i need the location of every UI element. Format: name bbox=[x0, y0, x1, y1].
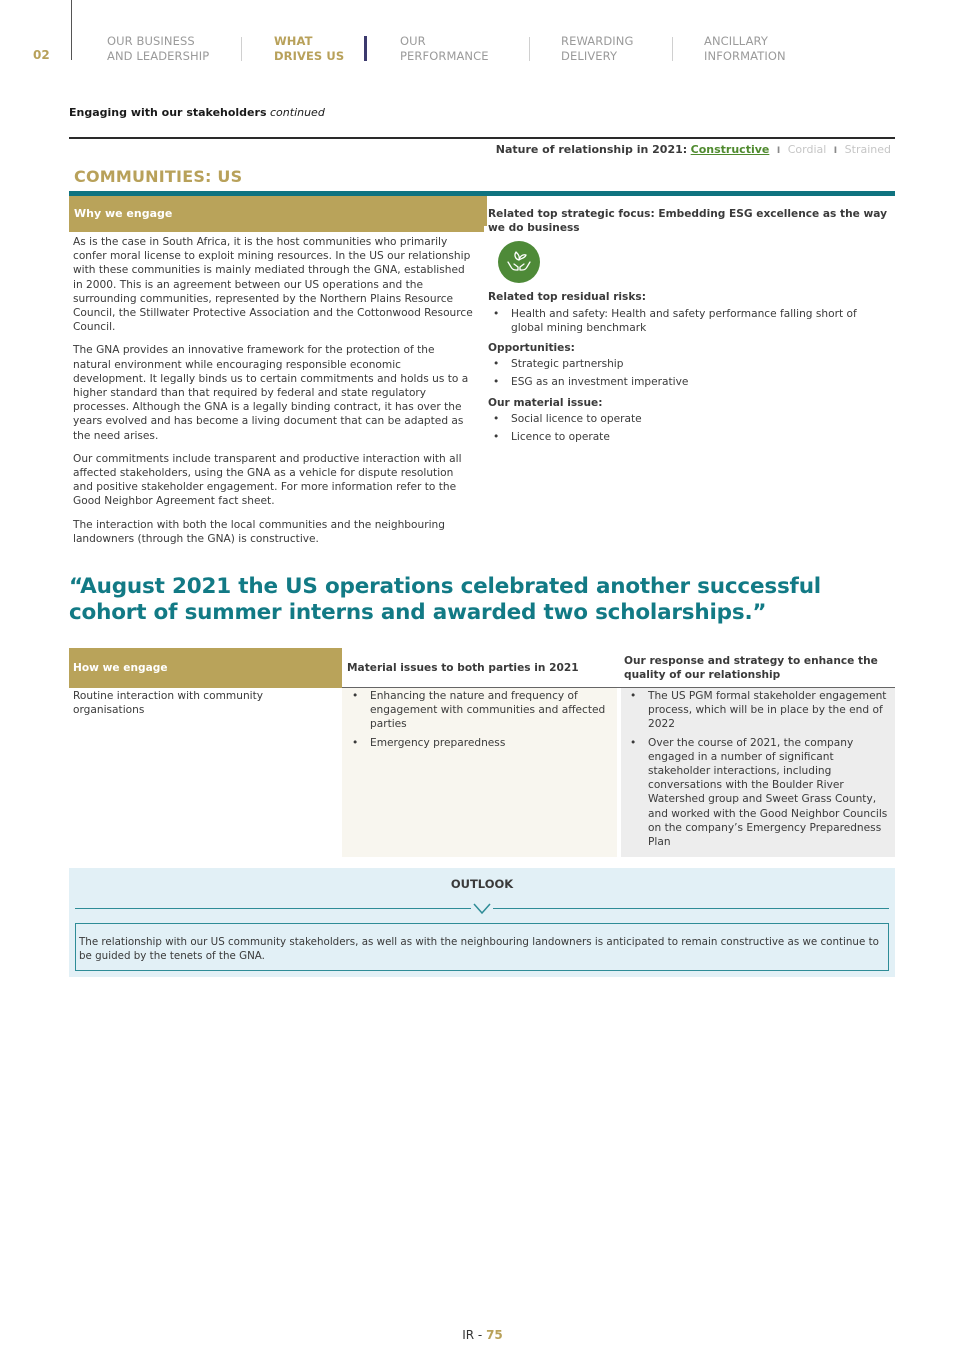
nav-item-our-business[interactable]: OUR BUSINESS AND LEADERSHIP bbox=[107, 34, 210, 63]
residual-risks-list bbox=[488, 307, 888, 335]
residual-risks-heading: Related top residual risks: bbox=[488, 291, 646, 304]
accent-marker bbox=[484, 196, 487, 226]
table-cell-response bbox=[621, 688, 895, 857]
list-item: • Emergency preparedness bbox=[347, 736, 611, 750]
nav-item-ancillary-information[interactable]: ANCILLARY INFORMATION bbox=[704, 34, 786, 63]
outlook-title: OUTLOOK bbox=[450, 877, 514, 891]
relationship-strained: Strained bbox=[844, 143, 891, 156]
relationship-cordial: Cordial bbox=[787, 143, 827, 156]
paragraph: As is the case in South Africa, it is the host communities who primarily confer moral license to exploit mining resources. In the US our relationship with these communities is mainly mediated through the GNA, established in 2000. This is an agreement between our US operations and the surrounding communities, represented by the Northern Plains Resource Council, the Stillwater Protective Association and the Cottonwood Resource Council. bbox=[73, 236, 473, 334]
section-divider bbox=[69, 137, 895, 139]
nav-item-our-performance[interactable]: OUR PERFORMANCE bbox=[400, 34, 489, 63]
column-header-material: Material issues to both parties in 2021 bbox=[347, 662, 579, 674]
opportunities-list bbox=[488, 357, 888, 389]
paragraph: Our commitments include transparent and productive interaction with all affected stakeholders, using the GNA as a vehicle for dispute resolution and positive stakeholder engagement. For more information refer to the Good Neighbor Agreement fact sheet. bbox=[73, 452, 462, 508]
section-label: Engaging with our stakeholders continued bbox=[69, 106, 325, 119]
page-title: COMMUNITIES: US bbox=[74, 167, 243, 186]
column-header-how: How we engage bbox=[69, 648, 342, 688]
list-item: • Enhancing the nature and frequency of engagement with communities and affected parties bbox=[347, 689, 611, 732]
table-cell-material bbox=[342, 688, 617, 857]
material-issue-heading: Our material issue: bbox=[488, 396, 603, 409]
hands-plant-icon bbox=[498, 241, 540, 283]
top-navigation bbox=[0, 0, 965, 70]
list-item: • The US PGM formal stakeholder engagement process, which will be in place by the end of 2022 bbox=[625, 689, 889, 732]
list-item: • Licence to operate bbox=[488, 430, 888, 444]
page-number: 75 bbox=[486, 1328, 503, 1342]
nav-item-what-drives-us[interactable]: WHAT DRIVES US bbox=[274, 34, 345, 63]
paragraph: The interaction with both the local communities and the neighbouring landowners (through the GNA) is constructive. bbox=[73, 518, 445, 545]
nav-separator bbox=[672, 37, 673, 61]
related-info bbox=[488, 207, 888, 450]
column-header-response: Our response and strategy to enhance the quality of our relationship bbox=[624, 655, 878, 682]
nav-separator bbox=[529, 37, 530, 61]
list-item: • Over the course of 2021, the company engaged in a number of significant stakeholder interactions, including conversations with the Boulder River Watershed group and Sweet Grass County, and worked with the Good Neighbor Councils on the company’s Emergency Preparedness Plan bbox=[625, 736, 889, 850]
outlook-panel bbox=[69, 868, 895, 977]
relationship-status: Nature of relationship in 2021: Constructive I Cordial I Strained bbox=[495, 143, 891, 156]
section-number: 02 bbox=[33, 48, 50, 62]
relationship-constructive: Constructive bbox=[690, 143, 770, 156]
page-footer: IR - 75 bbox=[462, 1328, 503, 1342]
table-cell-how: Routine interaction with community organisations bbox=[69, 688, 342, 857]
strategic-focus-heading: Related top strategic focus: Embedding ESG excellence as the way we do business bbox=[488, 208, 888, 235]
material-issue-list bbox=[488, 412, 888, 444]
opportunities-heading: Opportunities: bbox=[488, 342, 575, 355]
outlook-text: The relationship with our US community stakeholders, as well as with the neighbouring landowners is anticipated to remain constructive as we continue to be guided by the tenets of the GNA. bbox=[75, 923, 889, 971]
list-item: • Strategic partnership bbox=[488, 357, 888, 371]
nav-active-marker bbox=[364, 36, 367, 61]
list-item: • ESG as an investment imperative bbox=[488, 375, 888, 389]
nav-divider bbox=[71, 0, 72, 60]
chevron-down-icon bbox=[471, 901, 493, 915]
why-we-engage-header: Why we engage bbox=[69, 196, 484, 232]
list-item: • Social licence to operate bbox=[488, 412, 888, 426]
nav-item-rewarding-delivery[interactable]: REWARDING DELIVERY bbox=[561, 34, 634, 63]
why-we-engage-body bbox=[73, 235, 475, 555]
nav-separator bbox=[241, 37, 242, 61]
pull-quote: “August 2021 the US operations celebrated another successful cohort of summer interns and awarded two scholarships.” bbox=[69, 574, 821, 625]
paragraph: The GNA provides an innovative framework for the protection of the natural environment while encouraging responsible economic development. It legally binds us to certain commitments and holds us to a higher standard than that required by federal and state regulatory processes. Although the GNA is a legally binding contract, it has over the years evolved and has become a living document that can be adapted as the need arises. bbox=[73, 344, 469, 442]
list-item: • Health and safety: Health and safety performance falling short of global mining benchmark bbox=[488, 307, 888, 335]
